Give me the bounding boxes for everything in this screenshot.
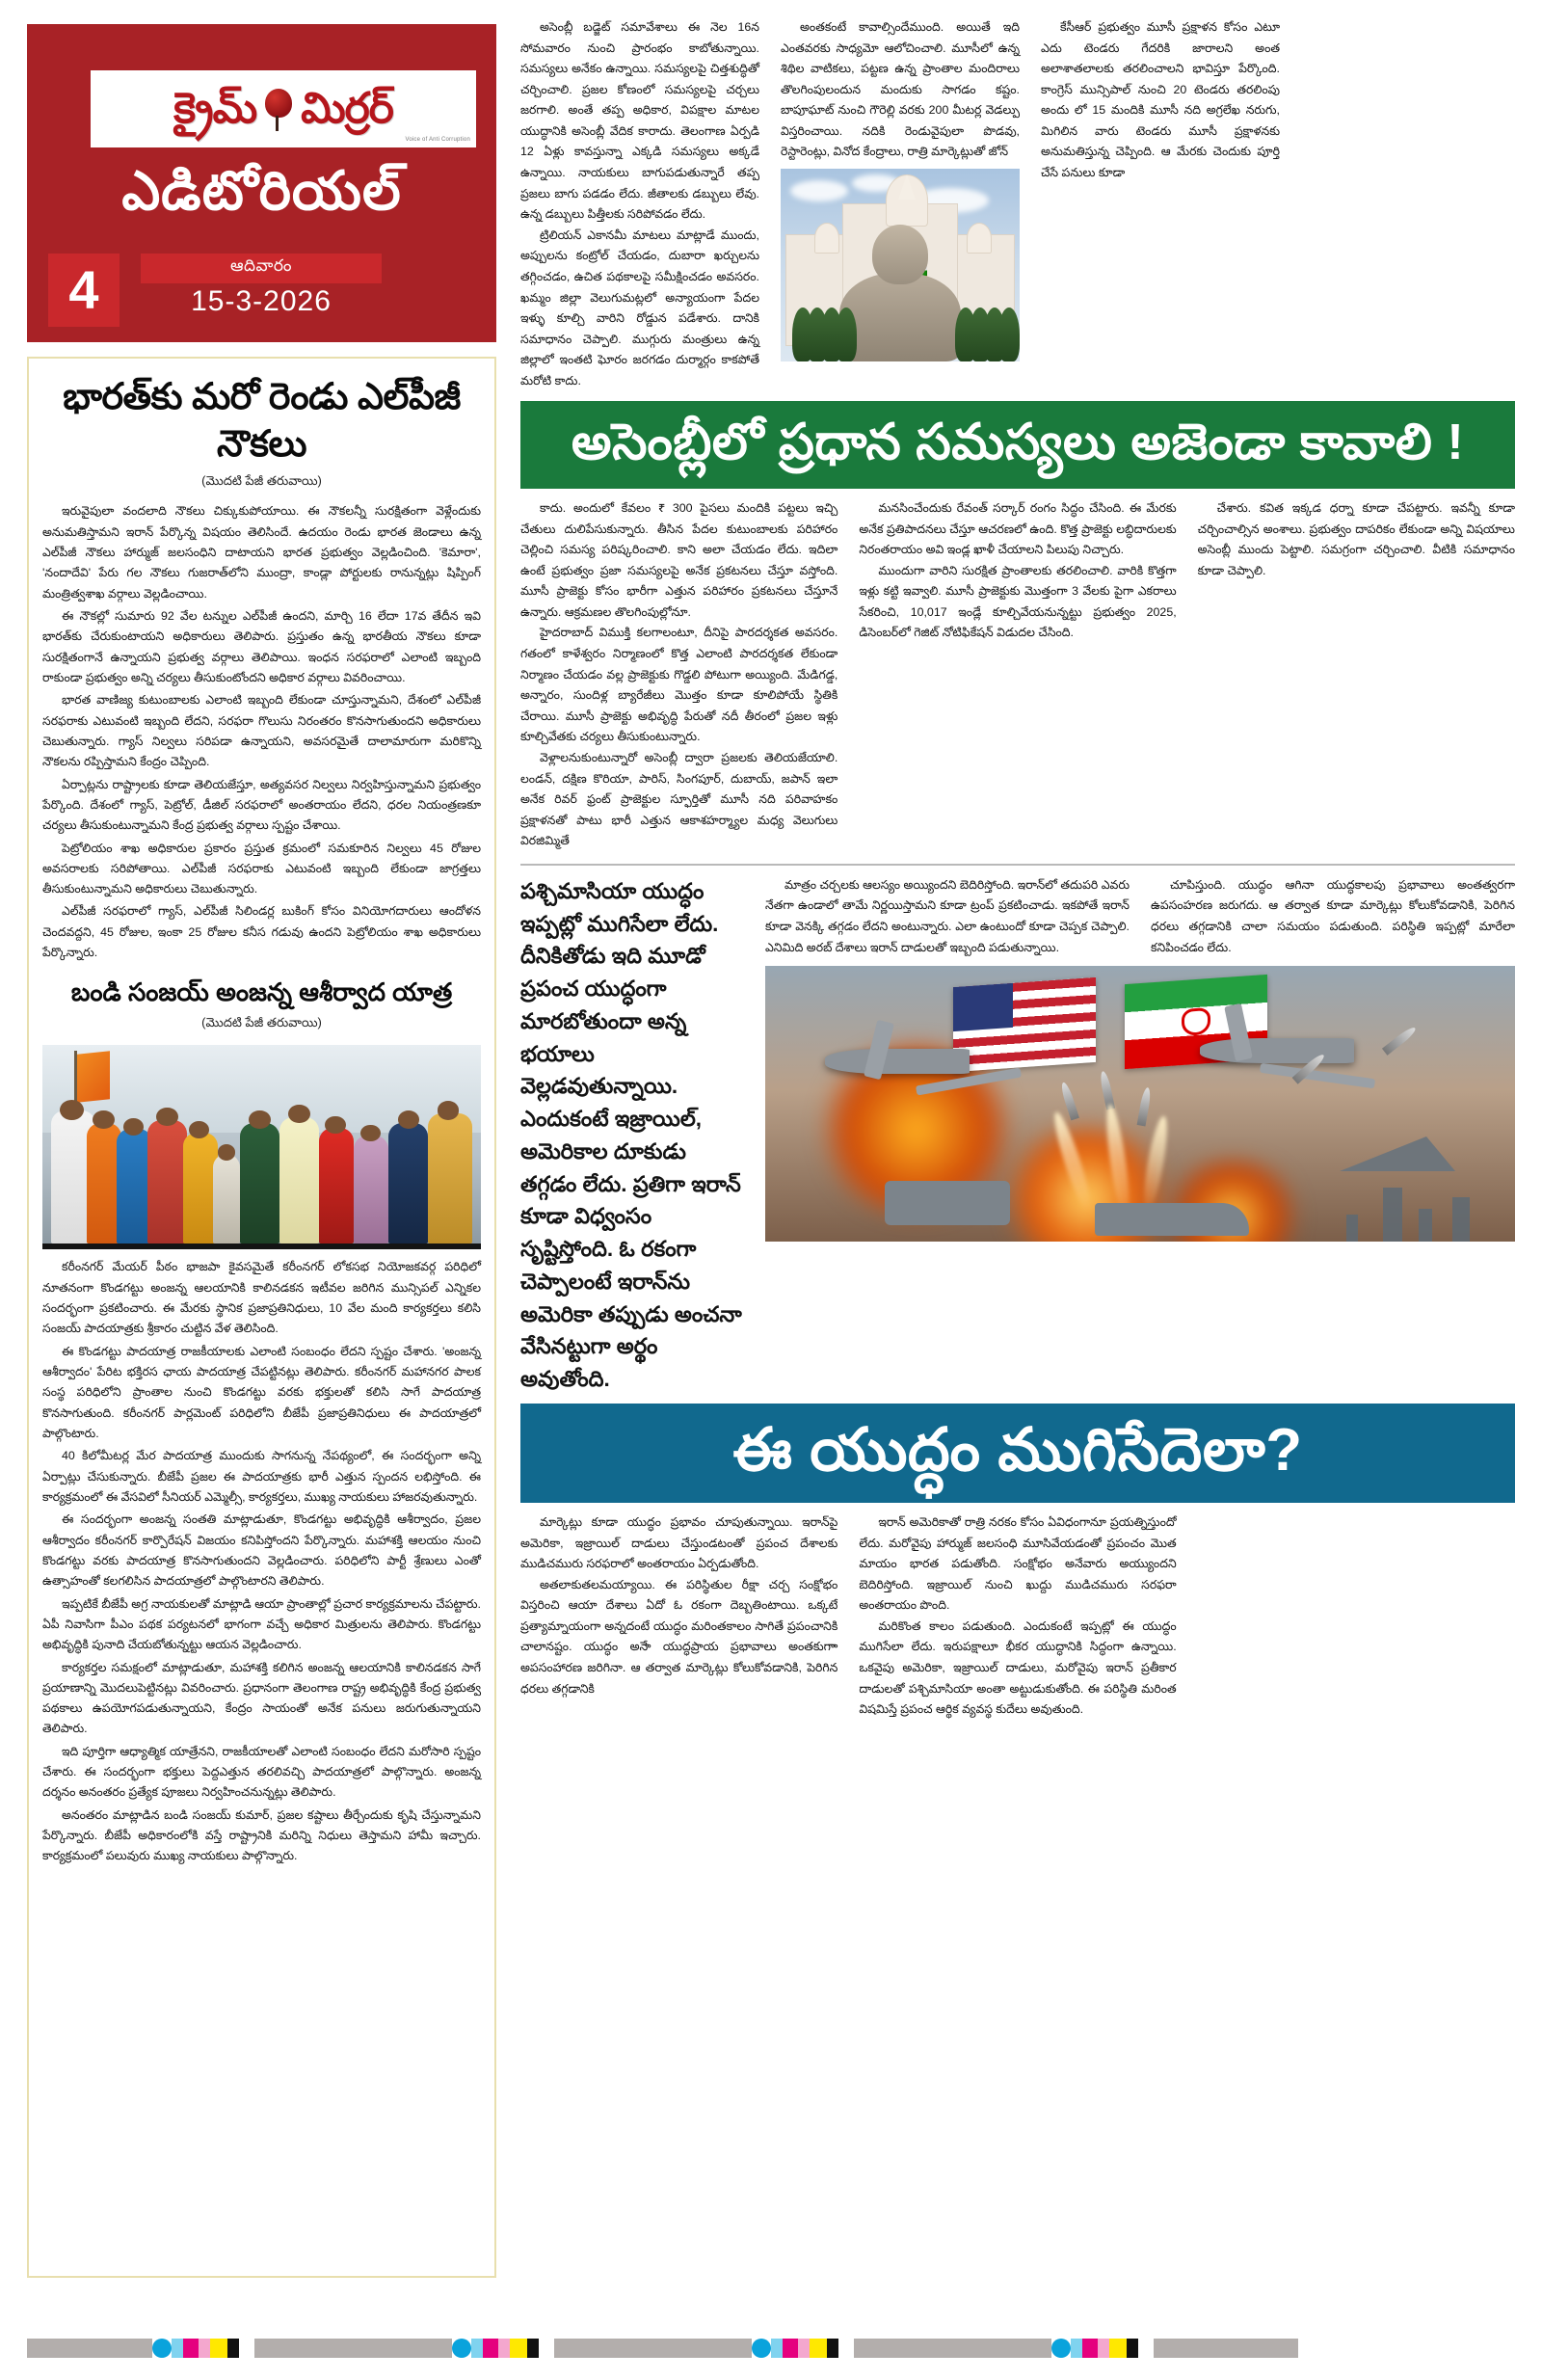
war-lead-column <box>520 875 744 1396</box>
war-bottom-row <box>520 1512 1515 1721</box>
left-article1-headline: భారత్‌కు మరో రెండు ఎల్‌పీజీ నౌకలు <box>63 377 461 465</box>
logo-tagline: Voice of Anti Corruption <box>405 137 470 143</box>
left-rail <box>27 17 496 2278</box>
war-bottom-col-2 <box>859 1512 1176 1721</box>
paragraph: అసెంబ్లీ బడ్జెట్ సమావేశాలు ఈ నెల 16న సోమవారం నుంచి ప్రారంభం కాబోతున్నాయి. సమస్యలు అనేకం ఉన్నాయి. సమస్యలపై చిత్తశుద్ధితో చర్చించాలి. ప్రజల కోణంలో సమస్యలపై చర్చలు జరగాలి. అంతే తప్ప అధికార, విపక్షాల మాటల యుద్ధానికి అసెంబ్లీ వేదిక కారాదు. తెలంగాణ ఏర్పడి 12 ఏళ్లు కావస్తున్నా ఎక్కడి సమస్యలు అక్కడే ఉన్నాయి. నాయకులు బాగుపడుతున్నారే తప్ప ప్రజలు బాగు పడడం లేదు. జీతాలకు డబ్బులు లేవు. ఉన్న డబ్బులు పిత్తీలకు సరిపోవడం లేదు. <box>520 20 759 222</box>
paragraph: ఈ నౌకల్లో సుమారు 92 వేల టన్నుల ఎల్‌పీజీ ఉందని, మార్చి 16 లేదా 17వ తేదీన ఇవి భారత్‌కు చేరుకుంటాయని అధికారులు తెలిపారు. ప్రస్తుతం ఉన్న భారతీయ నౌకలు కూడా సురక్షితంగానే ఉన్నాయని ప్రభుత్వ వర్గాలు తెలిపాయి. ఇంధన సరఫరాలో ఎలాంటి ఇబ్బంది రాకుండా ప్రభుత్వం అన్ని చర్యలు తీసుకుంటోందని అధికార వర్గాలు వివరించాయి. <box>42 608 481 684</box>
paragraph: ట్రిలియన్ ఎకానమీ మాటలు మాట్లాడే ముందు, అప్పులను కంట్రోల్ చేయడం, దుబారా ఖర్చులను తగ్గించడం, ఉచిత పథకాలపై సమీక్షించడం అవసరం. ఖమ్మం జిల్లా వెలుగుమట్లలో అన్యాయంగా పేదల ఇళ్ళు కూల్చి వారిని రోడ్డున పడేశారు. దానికి సమాధానం చెప్పాలి. ముగ్గురు మంత్రులు ఉన్న జిల్లాలో ఇంతటి ఘోరం జరగడం దుర్మార్గం కాకపోతే మరోటి కాదు. <box>520 227 759 388</box>
paragraph: ఎల్‌పీజీ సరఫరాలో గ్యాస్, ఎల్‌పీజీ సిలిండర్ల బుకింగ్ కోసం వినియోగదారులు ఆందోళన చెందవద్దని, 45 రోజుల, ఇంకా 25 రోజుల కనీస గడువు ఉందని పెట్రోలియం శాఖ అధికారులు పేర్కొన్నారు. <box>42 904 481 960</box>
paragraph: ముందుగా వారిని సురక్షిత ప్రాంతాలకు తరలించాలి. వారికి కొత్తగా ఇళ్లు కట్టి ఇవ్వాలి. మూసీ ప్రాజెక్టుకు మొత్తంగా 3 వేలకు పైగా ఎకరాలు సేకరించి, 10,017 ఇండ్లే కూల్చివేయనున్నట్టు ప్రభుత్వం 2025, డిసెంబర్‌లో గెజిట్ నోటిఫికేషన్ విడుదల చేసింది. <box>859 563 1177 640</box>
us-flag-icon <box>953 977 1096 1072</box>
newspaper-logo <box>91 70 476 147</box>
war-top-cols <box>765 875 1515 958</box>
cmyk-group <box>1051 2339 1138 2358</box>
left-article2-headline: బండి సంజయ్ అంజన్న ఆశీర్వాద యాత్ర <box>70 977 453 1007</box>
assembly-top-row <box>520 17 1515 391</box>
paragraph: కాదు. అందులో కేవలం ₹ 300 పైసలు మందికి పట్టలు ఇచ్చి చేతులు దులిపేసుకున్నారు. తీసిన పేదల కుటుంబాలకు పరిహారం చెల్లించి సమస్య పరిష్కరించాలి. కాని అలా చేయడం లేదు. ఇదిలా ఉంటే ప్రభుత్వం ప్రజా సమస్యలపై అనేక ప్రకటనలు చేస్తూ వస్తోంది. మూసీ ప్రాజెక్టు కోసం భారీగా ఎత్తున పరిహారం ప్రకటనలు చేస్తూనే ఉన్నారు. ఆక్రమణల తొలగింపుల్లోనూ. <box>520 501 838 619</box>
paragraph: 40 కిలోమీటర్ల మేర పాదయాత్ర ముందుకు సాగనున్న నేపథ్యంలో, ఈ సందర్భంగా అన్ని ఏర్పాట్లు చేసుకున్నారు. బీజేపీ ప్రజల ఈ పాదయాత్రకు భారీ ఎత్తున స్పందన లభిస్తోంది. ఈ కార్యక్రమంలో ఈ వేసవిలో సీనియర్ ఎమ్మెల్సీ, కార్యకర్తలు, ముఖ్య నాయకులు హాజరవుతున్నారు. <box>42 1449 481 1504</box>
paragraph: అనంతరం మాట్లాడిన బండి సంజయ్ కుమార్, ప్రజల కష్టాలు తీర్చేందుకు కృషి చేస్తున్నామని పేర్కొన్నారు. బీజేపీ అధికారంలోకి వస్తే రాష్ట్రానికి మరిన్ని నిధులు తెస్తామని హామీ ఇచ్చారు. కార్యక్రమంలో పలువురు ముఖ్య నాయకులు పాల్గొన్నారు. <box>42 1807 481 1863</box>
left-article-card <box>27 357 496 2278</box>
war-col-2 <box>1151 875 1515 958</box>
paragraph: ఈ కొండగట్టు పాదయాత్ర రాజకీయాలకు ఎలాంటి సంబంధం లేదని స్పష్టం చేశారు. 'అంజన్న ఆశీర్వాదం' పేరిట భక్తిరస ఛాయ పాదయాత్ర చేపట్టినట్లు తెలిపారు. కరీంనగర్ మహానగర పాలక సంస్థ పరిధిలోని ప్రాంతాల నుంచి కొండగట్టు వరకు భక్తులతో కలిసి సాగే పాదయాత్ర కొనసాగుతుంది. కరీంనగర్ పార్లమెంట్ పరిధిలోని బీజేపీ ప్రజాప్రతినిధులు ఈ పాదయాత్రలో పాల్గొంటారు. <box>42 1344 481 1440</box>
paragraph: కార్యకర్తల సమక్షంలో మాట్లాడుతూ, మహాశక్తి కలిగిన అంజన్న ఆలయానికి కాలినడకన సాగే ప్రయాణాన్ని మొదలుపెట్టినట్లు వివరించారు. ప్రధానంగా తెలంగాణ రాష్ట్ర అభివృద్ధికి కేంద్ర ప్రభుత్వ పథకాలు ఉపయోగపడుతున్నాయని, కేంద్రం సాయంతో అనేక పనులు జరుగుతున్నాయని తెలిపారు. <box>42 1660 481 1736</box>
date-box <box>141 254 382 318</box>
left-article2-body <box>42 1257 481 1867</box>
paragraph: మరికొంత కాలం పడుతుంది. ఎందుకంటే ఇప్పట్లో ఈ యుద్ధం ముగిసేలా లేదు. ఇరుపక్షాలూ భీకర యుద్ధానికి సిద్ధంగా ఉన్నాయి. ఒకవైపు అమెరికా, ఇజ్రాయిల్ దాడులు, మరోవైపు ఇరాన్ ప్రతీకార దాడులతో పశ్చిమాసియా అంతా అట్టుడుకుతోంది. ఈ పరిస్థితి మరింత విషమిస్తే ప్రపంచ ఆర్థిక వ్యవస్థ కుదేలు అవుతుంది. <box>859 1618 1177 1717</box>
logo-text-right: మిర్రర్ <box>301 85 393 132</box>
war-banner-headline: ఈ యుద్ధం ముగిసేదెలా? <box>520 1404 1515 1503</box>
assembly-lower-col-2 <box>859 498 1176 852</box>
war-lead-text: పశ్చిమాసియా యుద్ధం ఇప్పట్లో ముగిసేలా లేదు. దీనికితోడు ఇది మూడో ప్రపంచ యుద్ధంగా మారబోతుందా అన్న భయాలు వెల్లడవుతున్నాయి. ఎందుకంటే ఇజ్రాయిల్, అమెరికాల దూకుడు తగ్గడం లేదు. ప్రతిగా ఇరాన్ కూడా విధ్వంసం సృష్టిస్తోంది. ఓ రకంగా చెప్పాలంటే ఇరాన్‌ను అమెరికా తప్పుడు అంచనా వేసినట్టుగా అర్థం అవుతోంది. <box>520 878 742 1392</box>
assembly-building-photo <box>781 169 1020 361</box>
padayatra-photo <box>42 1045 481 1249</box>
left-article1-kicker: (మొదటి పేజీ తరువాయి) <box>201 473 322 489</box>
logo-text-left: క్రైమ్ <box>173 85 257 132</box>
paragraph: వెళ్లాలనుకుంటున్నారో అసెంబ్లీ ద్వారా ప్రజలకు తెలియజేయాలి. లండన్, దక్షిణ కొరియా, పారిస్, సింగపూర్, దుబాయ్, జపాన్ ఇలా అనేక రివర్ ఫ్రంట్ ప్రాజెక్టుల స్ఫూర్తితో మూసీ నది పరివాహకం ప్రక్షాళనతో పాటు భారీ ఎత్తున ఆకాశహర్మ్యాల మధ్య వెలుగులు విరజిమ్మితే <box>520 750 838 848</box>
warship-icon <box>1095 1203 1249 1236</box>
paragraph: అంతకంటే కావాల్సిందేముంది. అయితే ఇది ఎంతవరకు సాధ్యమో ఆలోచించాలి. మూసీలో ఉన్న శిథిల వాటికలు, పట్టణ ఉన్న ప్రాంతాల మందిరాలు తొలగింపులందున మందుకు సాగడం కష్టం. బాపూఘాట్ నుంచి గౌరెల్లి వరకు 200 మీటర్ల వెడల్పు విస్తరించాయి. నదికి రెండువైపులా పొడవు, రెస్టారెంట్లు, వినోద కేంద్రాలు, రాత్రి మార్కెట్లుతో జోన్ <box>781 20 1020 159</box>
paragraph: అతలాకుతలమయ్యాయి. ఈ పరిస్థితుల రీక్షా చర్చ సంక్షోభం విస్తరించి ఆయా దేశాలు ఏదో ఓ రకంగా దెబ్బతింటాయి. ఒక్కటే ప్రత్యామ్నాయంగా అన్నదంటే యుద్ధం మరింతకాలం సాగితే ప్రపంచానికి చాలానష్టం. యుద్ధం అనేా యుద్ధప్రాయ ప్రభావాలు అంతకుగాా అపసంహారణ జరిగినా. ఆ తర్వాత మార్కెట్లు కోలుకోవడానికి, పెరిగిన ధరలు తగ్గడానికి <box>520 1577 838 1696</box>
print-registration-color-bar <box>27 2338 1515 2359</box>
assembly-col-1 <box>520 17 759 391</box>
war-right-pair <box>765 875 1515 1396</box>
assembly-col-2 <box>781 17 1020 391</box>
cmyk-group <box>152 2339 239 2358</box>
war-conflict-photo <box>765 966 1515 1242</box>
left-article2-kicker: (మొదటి పేజీ తరువాయి) <box>201 1015 322 1030</box>
paragraph: ఇరువైపులా వందలాది నౌకలు చిక్కుకుపోయాయి. ఈ నౌకలన్నీ సురక్షితంగా వెళ్లేందుకు అనుమతిస్తామని ఇరాన్ పేర్కొన్న విషయం తెలిసిందే. ఉదయం రెండు భారత జెండాలు ఉన్న ఎల్‌పీజీ నౌకలు హార్ముజ్ జలసంధిని దాటాయని భారత ప్రభుత్వం వెల్లడించింది. 'కెమారా', 'నందాదేవి' పేరు గల నౌకలు గుజరాత్‌లోని ముంద్రా, కాండ్లా పోర్టులకు రానున్నట్లు షిప్పింగ్ మంత్రిత్వశాఖ వర్గాలు వెల్లడించాయి. <box>42 504 481 601</box>
section-divider <box>520 864 1515 866</box>
cmyk-group <box>452 2339 539 2358</box>
drone-icon <box>825 1049 970 1074</box>
section-title: ఎడిటోరియల్ <box>121 160 402 221</box>
paragraph: మనసించేందుకు రేవంత్ సర్కార్ రంగం సిద్ధం చేసింది. ఈ మేరకు అనేక ప్రతిపాదనలు చేస్తూ ఆచరణలో ఉంది. కొత్త ప్రాజెక్టు లబ్ధిదారులకు నిరంతరాయం అవి ఇండ్ల ఖాళీ చేయాలని పిలుపు నిచ్చారు. <box>859 501 1177 557</box>
left-article1-body <box>42 501 481 963</box>
date-label: 15-3-2026 <box>191 285 332 317</box>
masthead <box>27 24 496 342</box>
war-bottom-col-1 <box>520 1512 837 1721</box>
assembly-lower-col-3 <box>1198 498 1515 852</box>
war-col-1 <box>765 875 1130 958</box>
paragraph: ఇరాన్ అమెరికాతో రాత్రి నరకం కోసం ఏవిధంగానూ ప్రయత్నిస్తుందో లేదు. మరోవైపు హార్ముజ్ జలసంధి మూసివేయడంతో ప్రపంచం మొత మాయం భారత పడుతోంది. సంక్షోభం అనేవారు అయ్యుందని బెదిరిస్తోంది. ఇజ్రాయిల్ నుంచి ఖుద్దు ముడిచమురు సరఫరా అంతరాయం పొంది. <box>859 1514 1177 1613</box>
main-content <box>520 17 1515 1721</box>
paragraph: ఏర్పాట్లను రాష్ట్రాలకు కూడా తెలియజేస్తూ, అత్యవసర నిల్వలు నిర్వహిస్తున్నామని ప్రభుత్వం పేర్కొంది. దేశంలో గ్యాస్, పెట్రోల్, డీజిల్ సరఫరాలో అంతరాయం లేదని, ధరల నియంత్రణకూ చర్యలు తీసుకుంటున్నామని కేంద్ర ప్రభుత్వ వర్గాలు స్పష్టం చేశాయి. <box>42 777 481 833</box>
assembly-col-3 <box>1041 17 1280 391</box>
microphone-icon <box>259 87 298 131</box>
war-top-row <box>520 875 1515 1396</box>
cmyk-group <box>752 2339 838 2358</box>
page-number: 4 <box>48 254 120 327</box>
paragraph: భారత వాణిజ్య కుటుంబాలకు ఎలాంటి ఇబ్బంది లేకుండా చూస్తున్నామని, దేశంలో ఎల్‌పీజీ సరఫరాకు ఎటువంటి ఇబ్బంది లేదని, సరఫరా గొలుసు నిరంతరం కొనసాగుతుందని అధికారులు చెబుతున్నారు. గ్యాస్ నిల్వలు సరిపడా ఉన్నాయని, అవసరమైతే దాలామారుగా మరికొన్ని నౌకలను రప్పిస్తామని కేంద్రం చెప్పింది. <box>42 693 481 769</box>
paragraph: మార్కెట్లు కూడా యుద్ధం ప్రభావం చూపుతున్నాయి. ఇరాన్‌పై అమెరికా, ఇజ్రాయిల్ దాడులు చేస్తుండటంతో ప్రపంచ దేశాలకు ముడిచమురు సరఫరాలో అంతరాయం ఏర్పడుతోంది. <box>520 1514 838 1571</box>
paragraph: కేసీఆర్ ప్రభుత్వం మూసీ ప్రక్షాళన కోసం ఎటూ ఎదు టెండరు గేదరికి జారాలని అంత అలాశాతలాలకు తరలించాలని భావిస్తూ పేర్కొంది. కాంగ్రెస్ మున్సిపాల్ నుంచి 20 టెండరు తరలింపు అందు లో 15 మందికి మూసీ నది అగ్రలేఖ నరుగు, మిగిలిన వారు టెండరు మూసీ ప్రక్షాళనకు అనుమతిస్తున్న చెప్పింది. ఆ మేరకు చెందుకు పూర్తి చేసే పనులు కూడా <box>1041 20 1280 180</box>
stealth-bomber-icon <box>1340 1137 1455 1171</box>
date-strip <box>27 254 496 327</box>
assembly-bottom-row <box>520 498 1515 852</box>
paragraph: పెట్రోలియం శాఖ అధికారుల ప్రకారం ప్రస్తుత క్రమంలో సమకూరిన నిల్వలు 45 రోజుల అవసరాలకు సరిపోతాయి. ఎల్‌పీజీ సరఫరాకు ఎటువంటి ఇబ్బంది లేకుండా జాగ్రత్తలు తీసుకుంటున్నామని అధికారులు చెబుతున్నారు. <box>42 841 481 896</box>
paragraph: చూపిస్తుంది. యుద్ధం ఆగినా యుద్ధకాలపు ప్రభావాలు అంతత్వరగా ఉపసంహరణ జరుగదు. ఆ తర్వాత కూడా మార్కెట్లు కోలుకోవడానికి, పెరిగిన ధరలు తగ్గడానికి చాలా సమయం పడుతుంది. పరిస్థితి ఇప్పట్లో మారేలా కనిపించడం లేదు. <box>1151 877 1515 954</box>
paragraph: హైదరాబాద్ విముక్తి కలగాలంటూ, దీనిపై పారదర్శకత అవసరం. గతంలో కాళేశ్వరం నిర్మాణంలో కొత్త ఎలాంటి పారదర్శకత లేకుండా నిర్మాణం చేయడం వల్ల ప్రాజెక్టుకు గొడ్డలి పోటుగా అయ్యింది. మేడిగడ్డ, అన్నారం, సుందిళ్ల బ్యారేజీలు మొత్తం కూడా కూలిపోయే స్థితికి చేరాయి. మూసీ ప్రాజెక్టు అభివృద్ధి పేరుతో నదీ తీరంలో ప్రజల ఇళ్లు కూల్చివేతకు చర్యలు తీసుకుంటున్నారు. <box>520 626 838 744</box>
assembly-banner-headline: అసెంబ్లీలో ప్రధాన సమస్యలు అజెండా కావాలి ! <box>520 401 1515 489</box>
assembly-lower-col-1 <box>520 498 837 852</box>
paragraph: మాత్రం చర్చలకు ఆలస్యం అయ్యిందని బెదిరిస్తోంది. ఇరాన్‌లో తదుపరి ఎవరు నేతగా ఉండాలో తామే నిర్ణయిస్తామని కూడా ట్రంప్ ప్రకటించాడు. ఇకపోతే ఇరాన్ కూడా వెనక్కి తగ్గడం లేదని అంటున్నారు. ఎలా ఉంటుందో కూడా చెప్పక చెప్పాలి. ఎనిమిది అరబ్ దేశాలు ఇరాన్ దాడులతో ఇబ్బంది పడుతున్నాయి. <box>765 877 1130 954</box>
paragraph: చేశారు. కవిత ఇక్కడ ధర్నా కూడా చేపట్టారు. ఇవన్నీ కూడా చర్చించాల్సిన అంశాలు. ప్రభుత్వం దాపరికం లేకుండా అన్ని విషయాలు అసెంబ్లీ ముందు పెట్టాలి. సమగ్రంగా చర్చించాలి. వీటికి సమాధానం కూడా చెప్పాలి. <box>1197 501 1515 577</box>
drone-icon <box>1200 1038 1354 1063</box>
war-bottom-col-3 <box>1198 1512 1515 1721</box>
weekday-label: ఆదివారం <box>141 254 382 283</box>
paragraph: ఇది పూర్తిగా ఆధ్యాత్మిక యాత్రేనని, రాజకీయాలతో ఎలాంటి సంబంధం లేదని మరోసారి స్పష్టం చేశారు. ఈ సందర్భంగా భక్తులు పెద్దఎత్తున తరలివచ్చి పాదయాత్రలో పాల్గొన్నారు. అంజన్న దర్శనం అనంతరం ప్రత్యేక పూజలు నిర్వహించనున్నట్లు తెలిపారు. <box>42 1744 481 1800</box>
paragraph: ఇప్పటికే బీజేపీ అగ్ర నాయకులతో మాట్లాడి ఆయా ప్రాంతాల్లో ప్రచార కార్యక్రమాలను చేపట్టారు. ఏపీ నివాసిగా పీఎం పథక పర్యటనలో భాగంగా వచ్చే అధికార మిత్రులను తెలిపారు. కొండగట్టు అభివృద్ధికి పునాది చేయబోతున్నట్టు ఆయన వెల్లడించారు. <box>42 1596 481 1652</box>
paragraph: కరీంనగర్ మేయర్ పీఠం భాజపా కైవసమైతే కరీంనగర్ లోకసభ నియోజకవర్గ పరిధిలో నూతనంగా కొండగట్టు అంజన్న ఆలయానికి కాలినడకన ఇటీవల జరిగిన మున్సిపల్ ఎన్నికల సందర్భంగా ప్రకటించారు. ఈ మేరకు స్థానిక ప్రజాప్రతినిధులు, 10 వేల మంది కార్యకర్తలు కలిసి సంజయ్ పాదయాత్రకు శ్రీకారం చుట్టిన వేళ తెలిసింది. <box>42 1260 481 1336</box>
paragraph: ఈ సందర్భంగా అంజన్న సంతతి మాట్లాడుతూ, కొండగట్టు అభివృద్ధికి ఆశీర్వాదం, ప్రజల ఆశీర్వాదం కరీంనగర్ కార్పొరేషన్ విజయం కనిపిస్తోందని పేర్కొన్నారు. మహాశక్తి ఆలయం నుంచి కొండగట్టు వరకు పాదయాత్ర కొనసాగుతుందని వెల్లడించారు. పరిధిలోని పార్టీ శ్రేణులు ఎంతో ఉత్సాహంతో కలగలిసిన పాదయాత్రలో పాల్గొంటారని తెలిపారు. <box>42 1512 481 1589</box>
